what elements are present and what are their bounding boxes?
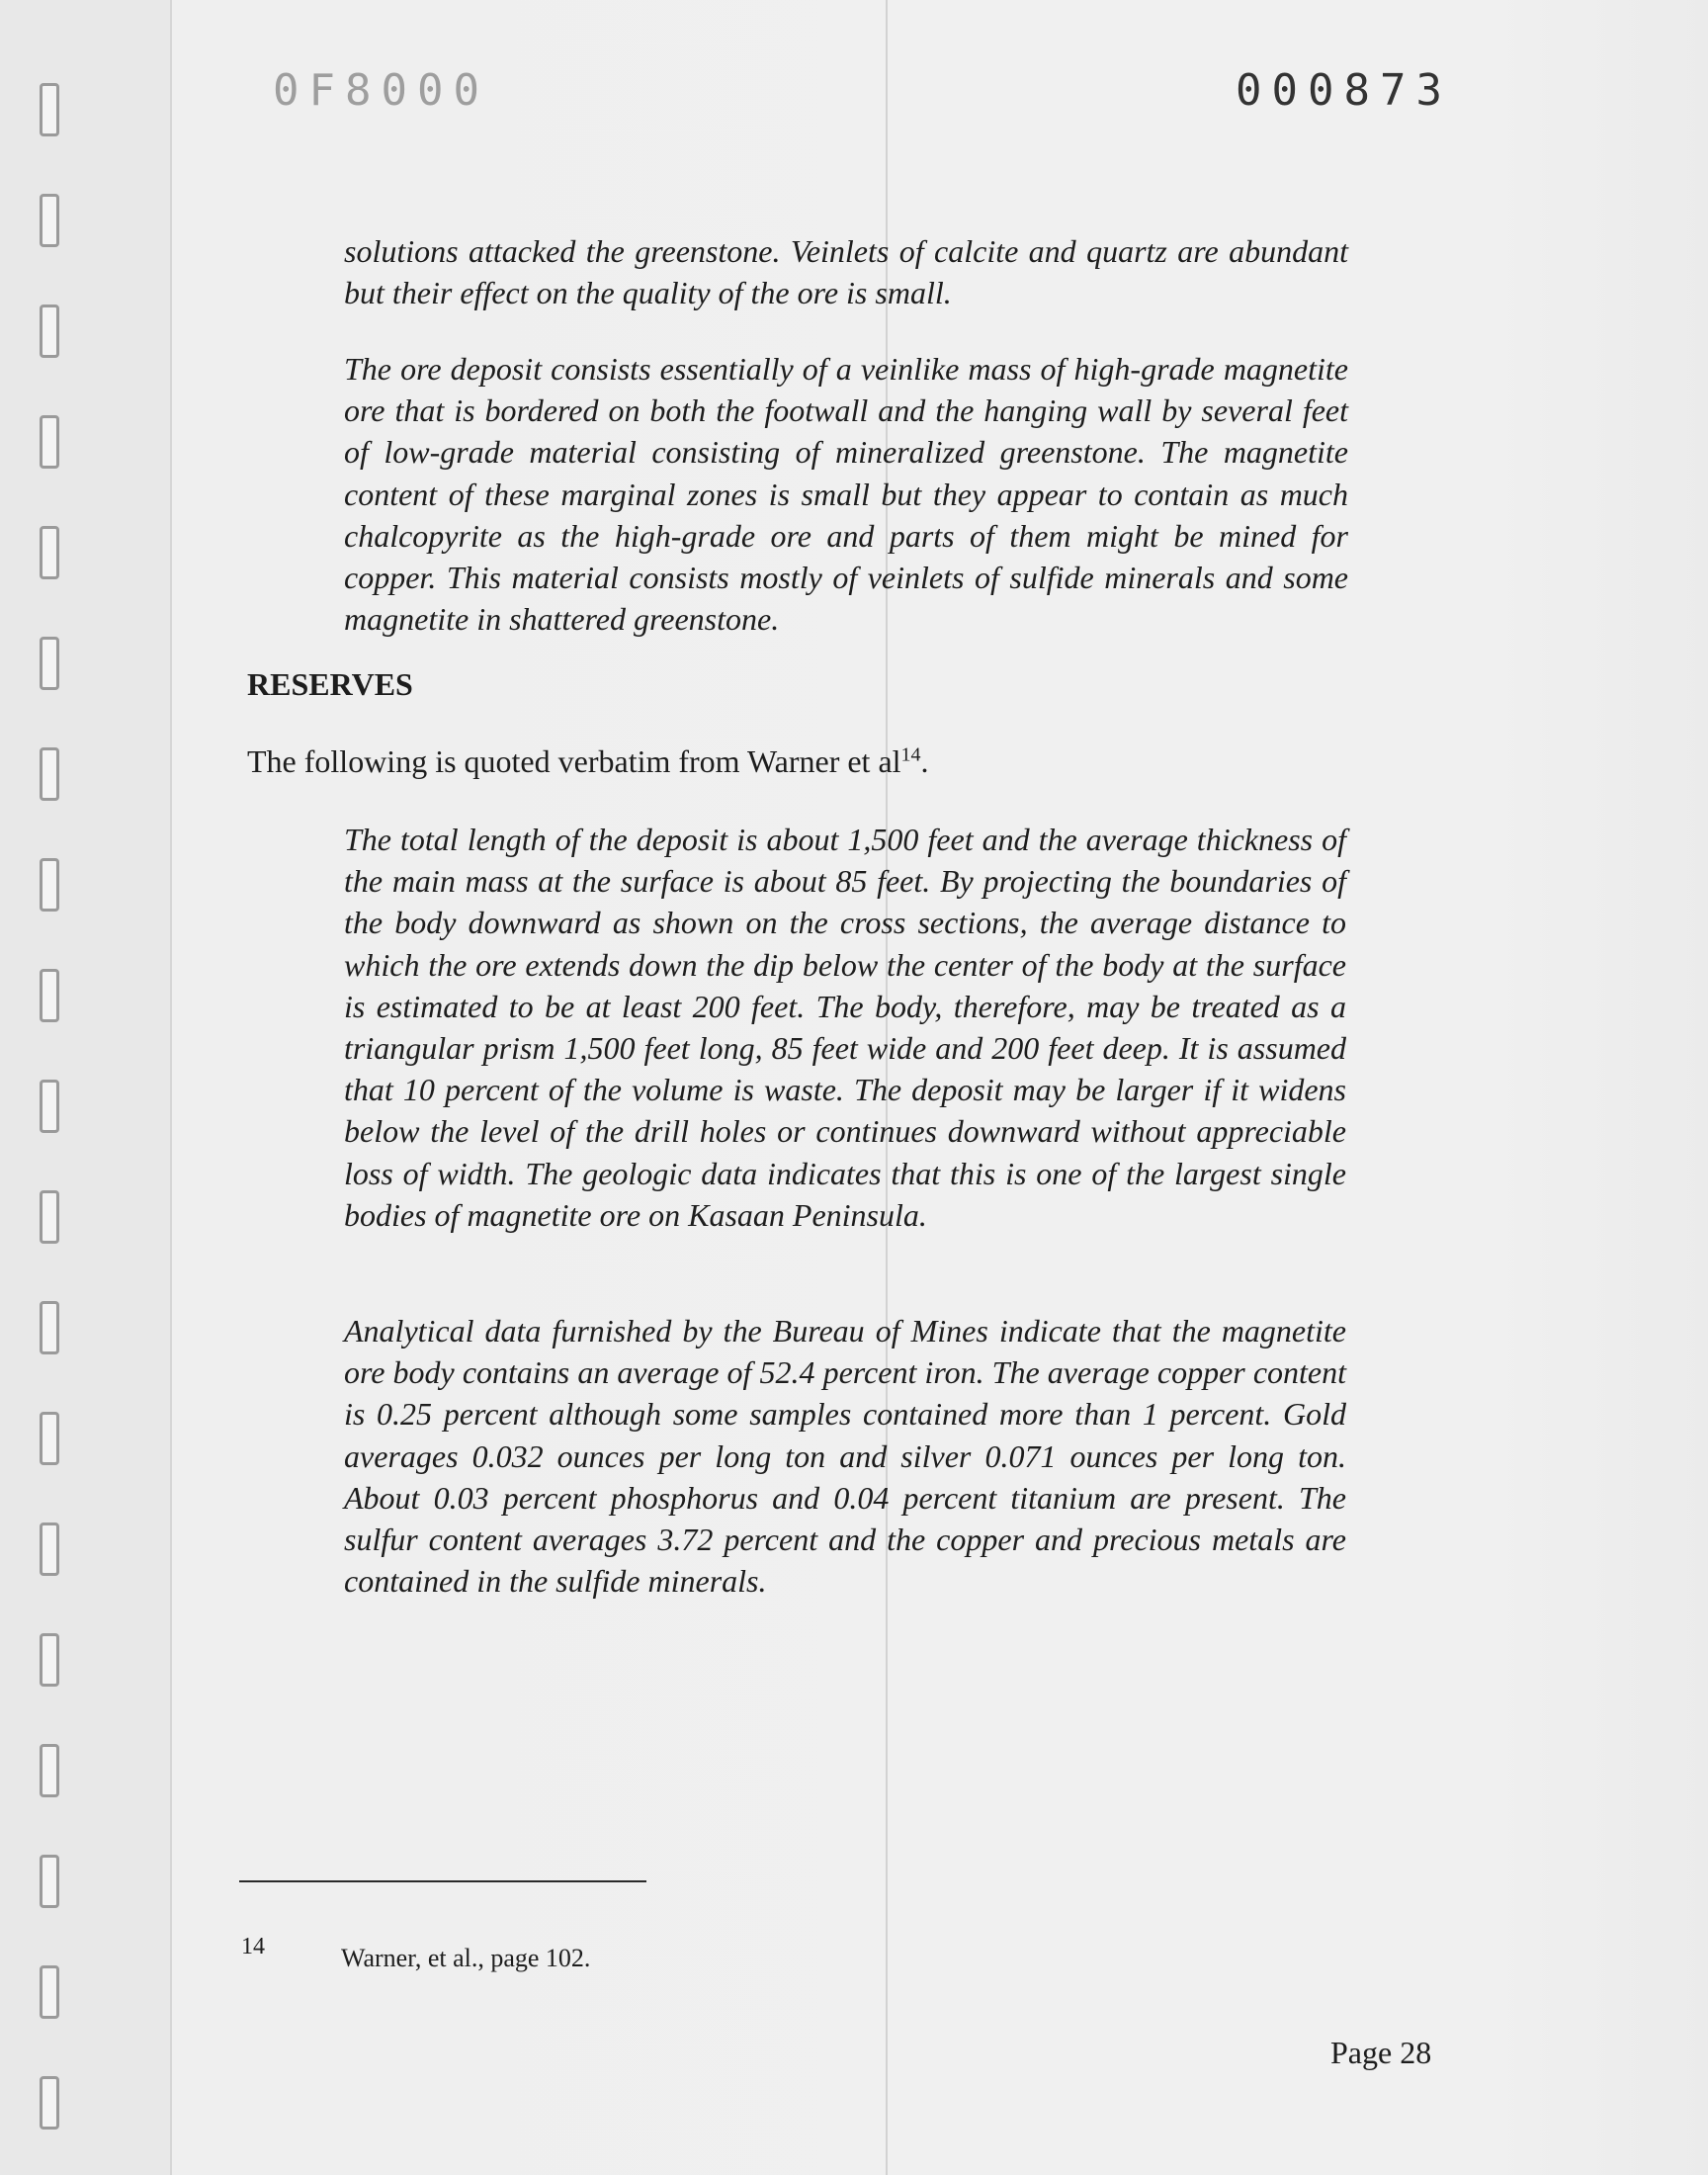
footnote-text: Warner, et al., page 102. <box>341 1944 591 1972</box>
binding-hole <box>40 1190 59 1244</box>
reserves-intro <box>247 743 929 780</box>
binding-hole <box>40 858 59 912</box>
page-number: Page 28 <box>1330 2035 1432 2070</box>
quote-analytical-data: Analytical data furnished by the Bureau of Mines indicate that the magnetite ore body contains an average of 52.4 percent iron. The average copper content is 0.25 percent although some samples contained more than 1 percent. Gold averages 0.032 ounces per long ton and silver 0.071 ounces per long ton. About 0.03 percent phosphorus and 0.04 percent titanium are present. The sulfur content averages 3.72 percent and the copper and precious metals are contained in the sulfide minerals. <box>344 1313 1346 1600</box>
binding-hole <box>40 1633 59 1687</box>
binding-hole <box>40 2076 59 2130</box>
binding-hole <box>40 1855 59 1908</box>
footnote-reference: 14 <box>900 743 921 766</box>
binding-hole <box>40 1744 59 1797</box>
binding-hole <box>40 1412 59 1465</box>
binding-hole <box>40 83 59 136</box>
quote-deposit-dimensions: The total length of the deposit is about 1,500 feet and the average thickness of the main mass at the surface is about 85 feet. By projecting the boundaries of the body downward as shown on the cross sections, the average distance to which the ore extends down the dip below the center of the body at the surface is estimated to be at least 200 feet. The body, therefore, may be treated as a triangular prism 1,500 feet long, 85 feet wide and 200 feet deep. It is assumed that 10 percent of the volume is waste. The deposit may be larger if it widens below the level of the drill holes or continues downward without appreciable loss of width. The geologic data indicates that this is one of the largest single bodies of magnetite ore on Kasaan Peninsula. <box>344 822 1346 1233</box>
binding-hole <box>40 637 59 690</box>
binding-hole <box>40 194 59 247</box>
binding-hole <box>40 1522 59 1576</box>
binding-hole <box>40 747 59 801</box>
reserves-intro-end: . <box>920 743 929 779</box>
reserves-intro-text: The following is quoted verbatim from Warner et al <box>247 743 901 779</box>
document-number-stamp: 000873 <box>1236 65 1452 116</box>
binding-hole <box>40 969 59 1022</box>
punched-binding-strip <box>0 0 172 2175</box>
binding-hole <box>40 526 59 579</box>
footnote-number: 14 <box>241 1934 265 1959</box>
binding-hole <box>40 1080 59 1133</box>
paragraph-greenstone: solutions attacked the greenstone. Veinlets of calcite and quartz are abundant but their effect on the quality of the ore is small. <box>344 233 1348 311</box>
binding-hole <box>40 415 59 469</box>
footnote-divider <box>239 1880 646 1882</box>
section-heading-reserves: RESERVES <box>247 666 413 702</box>
faded-document-stamp: 0F8000 <box>273 65 489 116</box>
binding-hole <box>40 304 59 358</box>
paragraph-ore-deposit: The ore deposit consists essentially of a veinlike mass of high-grade magnetite ore that is bordered on both the footwall and the hanging wall by several feet of low-grade material consisting of mineralized greenstone. The magnetite content of these marginal zones is small but they appear to contain as much chalcopyrite as the high-grade ore and parts of them might be mined for copper. This material consists mostly of veinlets of sulfide minerals and some magnetite in shattered greenstone. <box>344 351 1348 638</box>
binding-hole <box>40 1965 59 2019</box>
binding-hole <box>40 1301 59 1354</box>
